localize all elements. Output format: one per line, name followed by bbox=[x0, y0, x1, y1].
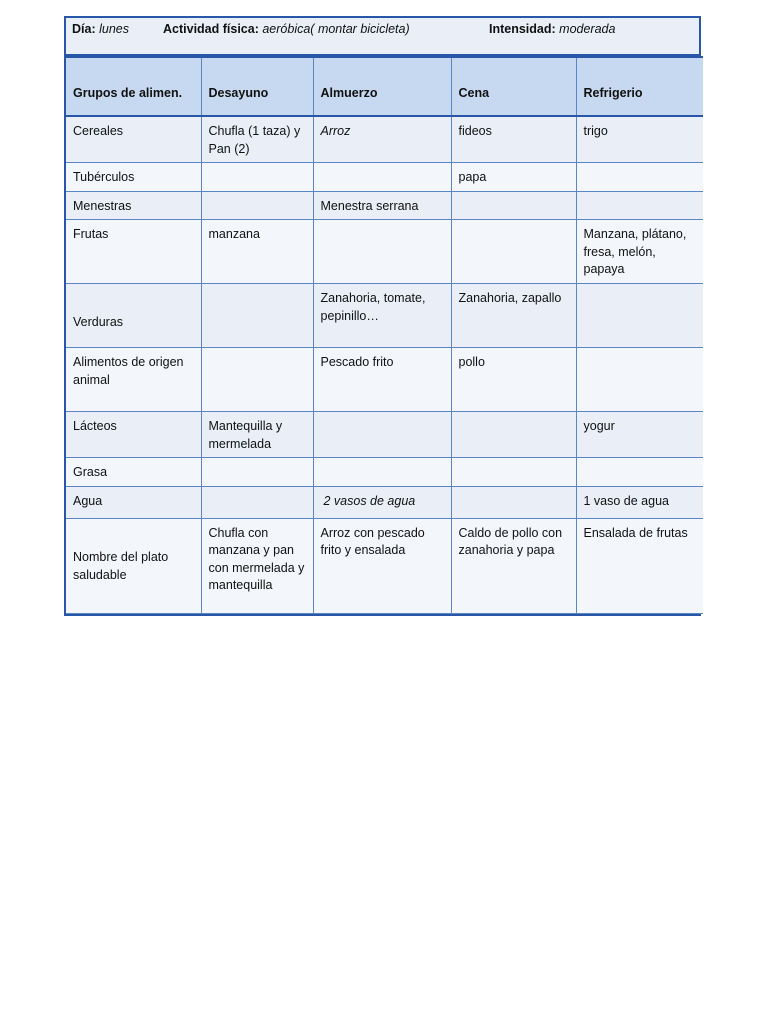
table-cell bbox=[201, 486, 313, 518]
dia-value: lunes bbox=[99, 22, 129, 36]
intensidad-label: Intensidad: bbox=[489, 22, 556, 36]
table-cell bbox=[576, 458, 703, 487]
meal-table bbox=[66, 56, 703, 614]
row-label-grasa: Grasa bbox=[66, 458, 201, 487]
table-cell bbox=[201, 163, 313, 192]
table-cell bbox=[201, 348, 313, 412]
intensidad-value: moderada bbox=[559, 22, 616, 36]
col-header-almuerzo: Almuerzo bbox=[313, 57, 451, 116]
table-cell: 2 vasos de agua bbox=[313, 486, 451, 518]
dia-label: Día: bbox=[72, 22, 96, 36]
table-cell: Arroz bbox=[313, 116, 451, 163]
table-cell: Manzana, plátano, fresa, melón, papaya bbox=[576, 220, 703, 284]
table-cell: manzana bbox=[201, 220, 313, 284]
row-label-menestras: Menestras bbox=[66, 191, 201, 220]
table-cell: yogur bbox=[576, 412, 703, 458]
table-cell bbox=[451, 220, 576, 284]
meal-plan-sheet bbox=[64, 16, 701, 616]
table-cell: Pescado frito bbox=[313, 348, 451, 412]
dia-field bbox=[72, 22, 129, 36]
table-cell bbox=[313, 412, 451, 458]
table-cell: Menestra serrana bbox=[313, 191, 451, 220]
table-row bbox=[66, 220, 703, 284]
table-cell bbox=[576, 191, 703, 220]
table-cell bbox=[451, 412, 576, 458]
table-row bbox=[66, 163, 703, 192]
table-cell bbox=[451, 191, 576, 220]
row-label-agua: Agua bbox=[66, 486, 201, 518]
col-header-desayuno: Desayuno bbox=[201, 57, 313, 116]
row-label-verduras: Verduras bbox=[66, 284, 201, 348]
table-row bbox=[66, 458, 703, 487]
col-header-cena: Cena bbox=[451, 57, 576, 116]
table-cell bbox=[201, 284, 313, 348]
actividad-field bbox=[163, 22, 410, 36]
table-cell: Mantequilla y mermelada bbox=[201, 412, 313, 458]
table-cell: Ensalada de frutas bbox=[576, 518, 703, 613]
table-cell bbox=[313, 163, 451, 192]
table-cell bbox=[576, 163, 703, 192]
row-label-cereales: Cereales bbox=[66, 116, 201, 163]
intensidad-field bbox=[489, 22, 615, 36]
table-cell: Caldo de pollo con zanahoria y papa bbox=[451, 518, 576, 613]
table-cell: pollo bbox=[451, 348, 576, 412]
table-cell: Arroz con pescado frito y ensalada bbox=[313, 518, 451, 613]
table-cell bbox=[451, 486, 576, 518]
info-bar bbox=[66, 18, 699, 56]
col-header-refrigerio: Refrigerio bbox=[576, 57, 703, 116]
row-label-frutas: Frutas bbox=[66, 220, 201, 284]
table-cell bbox=[451, 458, 576, 487]
table-row bbox=[66, 284, 703, 348]
table-cell bbox=[201, 191, 313, 220]
row-label-nombre-plato: Nombre del plato saludable bbox=[66, 518, 201, 613]
table-row bbox=[66, 412, 703, 458]
row-label-alimentos-origen-animal: Alimentos de origen animal bbox=[66, 348, 201, 412]
row-label-lacteos: Lácteos bbox=[66, 412, 201, 458]
table-cell bbox=[576, 348, 703, 412]
table-row bbox=[66, 348, 703, 412]
col-header-grupos: Grupos de alimen. bbox=[66, 57, 201, 116]
row-label-tuberculos: Tubérculos bbox=[66, 163, 201, 192]
table-row bbox=[66, 486, 703, 518]
table-cell: 1 vaso de agua bbox=[576, 486, 703, 518]
table-cell: fideos bbox=[451, 116, 576, 163]
table-row bbox=[66, 116, 703, 163]
table-cell bbox=[201, 458, 313, 487]
table-cell bbox=[576, 284, 703, 348]
table-row bbox=[66, 191, 703, 220]
table-row bbox=[66, 518, 703, 613]
header-row bbox=[66, 57, 703, 116]
table-cell: papa bbox=[451, 163, 576, 192]
table-cell: Chufla con manzana y pan con mermelada y mantequilla bbox=[201, 518, 313, 613]
table-cell bbox=[313, 220, 451, 284]
table-cell: Chufla (1 taza) y Pan (2) bbox=[201, 116, 313, 163]
actividad-value: aeróbica( montar bicicleta) bbox=[262, 22, 410, 36]
table-cell bbox=[313, 458, 451, 487]
table-cell: Zanahoria, zapallo bbox=[451, 284, 576, 348]
actividad-label: Actividad física: bbox=[163, 22, 259, 36]
table-cell: Zanahoria, tomate, pepinillo… bbox=[313, 284, 451, 348]
table-cell: trigo bbox=[576, 116, 703, 163]
